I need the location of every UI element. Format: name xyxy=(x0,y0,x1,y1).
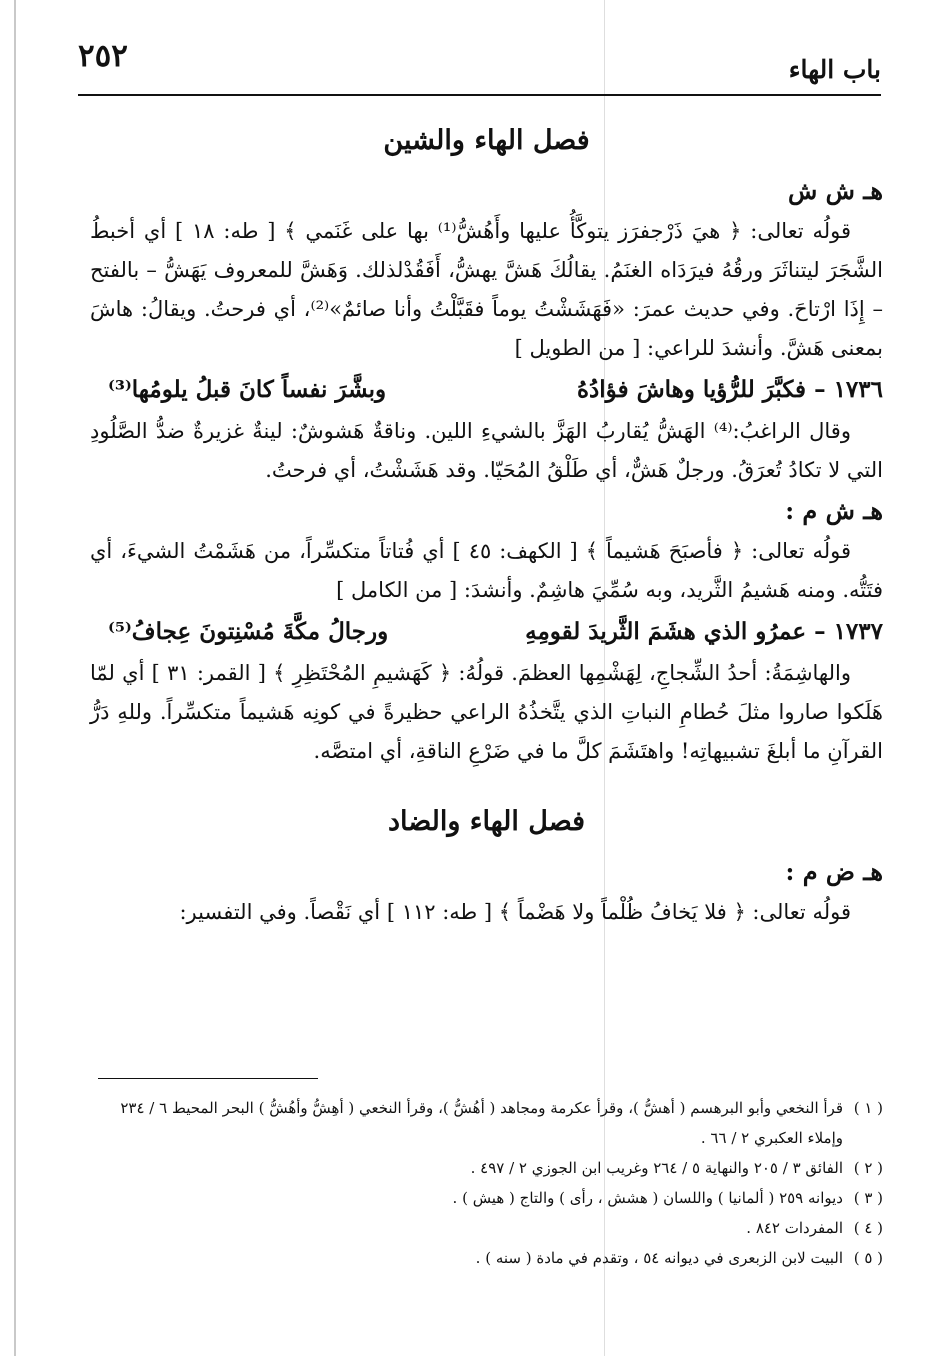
footnote-number: ( ٤ ) xyxy=(853,1219,883,1237)
poetry-verse-1736 xyxy=(90,368,883,412)
footnote-number: ( ٣ ) xyxy=(853,1189,883,1207)
footnotes xyxy=(90,1078,883,1273)
footnote xyxy=(90,1243,883,1273)
footnote-text: قرأ النخعي وأبو البرهسم ( أهشُّ )، وقرأ عكرمة ومجاهد ( أهُشُّ )، وقرأ النخعي ( أهِشُّ وأهُشُّ ) البحر المحيط ٦ / ٢٣٤ وإملاء العكبري ٢ / ٦٦ . xyxy=(120,1099,843,1147)
page-number: ٢٥٢ xyxy=(78,38,128,74)
scan-edge-shadow xyxy=(14,0,16,1356)
section-title-ha-dad: فصل الهاء والضاد xyxy=(387,806,586,837)
verse-second-hemistich: ورجالُ مكَّةَ مُسْنِتونَ عِجافُ⁽⁵⁾ xyxy=(108,618,389,645)
entry-root-hashash: هـ ش ش xyxy=(788,176,883,205)
entry-root-hashama: هـ ش م : xyxy=(785,496,883,525)
running-header xyxy=(78,38,881,96)
poetry-verse-1737 xyxy=(90,610,883,654)
entry-paragraph: قولُه تعالى: ﴿ فلا يَخافُ ظُلْماً ولا هَضْماً ﴾ [ طه: ١١٢ ] أي نَقْصاً. وفي التفسير: xyxy=(179,900,851,924)
footnote-number: ( ٥ ) xyxy=(853,1249,883,1267)
footnote-number: ( ٢ ) xyxy=(853,1159,883,1177)
footnote-list xyxy=(90,1091,883,1273)
verse-first-hemistich: ١٧٣٧ – عمرُو الذي هشَمَ الثَّريدَ لقومِهِ xyxy=(525,618,883,645)
chapter-title: باب الهاء xyxy=(788,55,881,84)
entry-paragraph: قولُه تعالى: ﴿ هيَ ذَرْجفرَز يتوكَّأُ عليها وأَهُشُّ⁽¹⁾ بها على غَنَمي ﴾ [ طه: ١٨ ] أي أخبطُ الشَّجَرَ ليتناثَرَ ورقُهُ فيرَدَاه الغنَمُ. يقالُكَ هَشَّ يهشُّ، أَفَقُدْلذلك. وَهَشَّ للمعروف يَهَشُّ – بالفتح – إِذَا ارْتاحَ. وفي حديث عمرَ: «فَهَشَشْتُ يوماً فقَبَّلْتُ وأنا صائمٌ»⁽²⁾، أي فرحتُ. ويقالُ: هاشَ بمعنى هَشَّ. وأنشدَ للراعي: [ من الطويل ] xyxy=(90,219,883,360)
entry-paragraph: والهاشِمَةُ: أحدُ الشِّجاجِ، لِهَشْمِها العظمَ. قولُهُ: ﴿ كَهَشيمِ المُحْتَظِرِ ﴾ [ القمر: ٣١ ] أي لمّا هَلَكوا صاروا مثلَ حُطامِ النباتِ الذي يتَّخذُهُ الراعي حظيرةً في كونِه هَشيماً متكسِّراً. وللهِ دَرُّ القرآنِ ما أبلغَ تشبيهاتِه! واهتَشَمَ كلَّ ما في ضَرْعِ الناقةِ، أي امتصَّه. xyxy=(90,661,883,763)
footnote xyxy=(90,1093,883,1153)
section-title-ha-shin: فصل الهاء والشين xyxy=(383,125,590,156)
footnote xyxy=(90,1213,883,1243)
footnote-text: الفائق ٣ / ٢٠٥ والنهاية ٥ / ٢٦٤ وغريب ابن الجوزي ٢ / ٤٩٧ . xyxy=(470,1159,843,1177)
main-text xyxy=(90,112,883,932)
footnote-text: البيت لابن الزبعرى في ديوانه ٥٤ ، وتقدم في مادة ( سنه ) . xyxy=(475,1249,843,1267)
entry-paragraph: قولُه تعالى: ﴿ فأصبَحَ هَشيماً ﴾ [ الكهف: ٤٥ ] أي فُتاتاً متكسِّراً، من هَشَمْتُ الشيءَ، أي فتَتُّه. ومنه هَشيمُ الثَّريد، وبه سُمِّيَ هاشِمٌ. وأنشدَ: [ من الكامل ] xyxy=(90,539,883,602)
footnote-text: ديوانه ٢٥٩ ( ألمانيا ) واللسان ( هشش ، رأى ) والتاج ( هيش ) . xyxy=(452,1189,843,1207)
footnote-text: المفردات ٨٤٢ . xyxy=(746,1219,843,1237)
verse-second-hemistich: وبشَّرَ نفساً كانَ قبلُ يلومُها⁽³⁾ xyxy=(108,376,387,403)
footnote xyxy=(90,1153,883,1183)
footnote-number: ( ١ ) xyxy=(853,1099,883,1117)
entry-paragraph: وقال الراغبُ:⁽⁴⁾ الهَشُّ يُقاربُ الهَزَّ بالشيءِ اللين. وناقةٌ هَشوشٌ: لينةٌ غزيرةٌ ضدُّ الصَّلُودِ التي لا تكادُ تُعرَقُ. ورجلٌ هَشٌّ، أي طَلْقُ المُحَيّا. وقد هَشَشْتُ، أي فرحتُ. xyxy=(90,419,883,482)
footnote xyxy=(90,1183,883,1213)
entry-root-hadama: هـ ض م : xyxy=(785,857,883,886)
verse-first-hemistich: ١٧٣٦ – فكبَّرَ للرُّؤيا وهاشَ فؤادُهُ xyxy=(577,376,883,403)
footnote-separator xyxy=(98,1078,318,1079)
